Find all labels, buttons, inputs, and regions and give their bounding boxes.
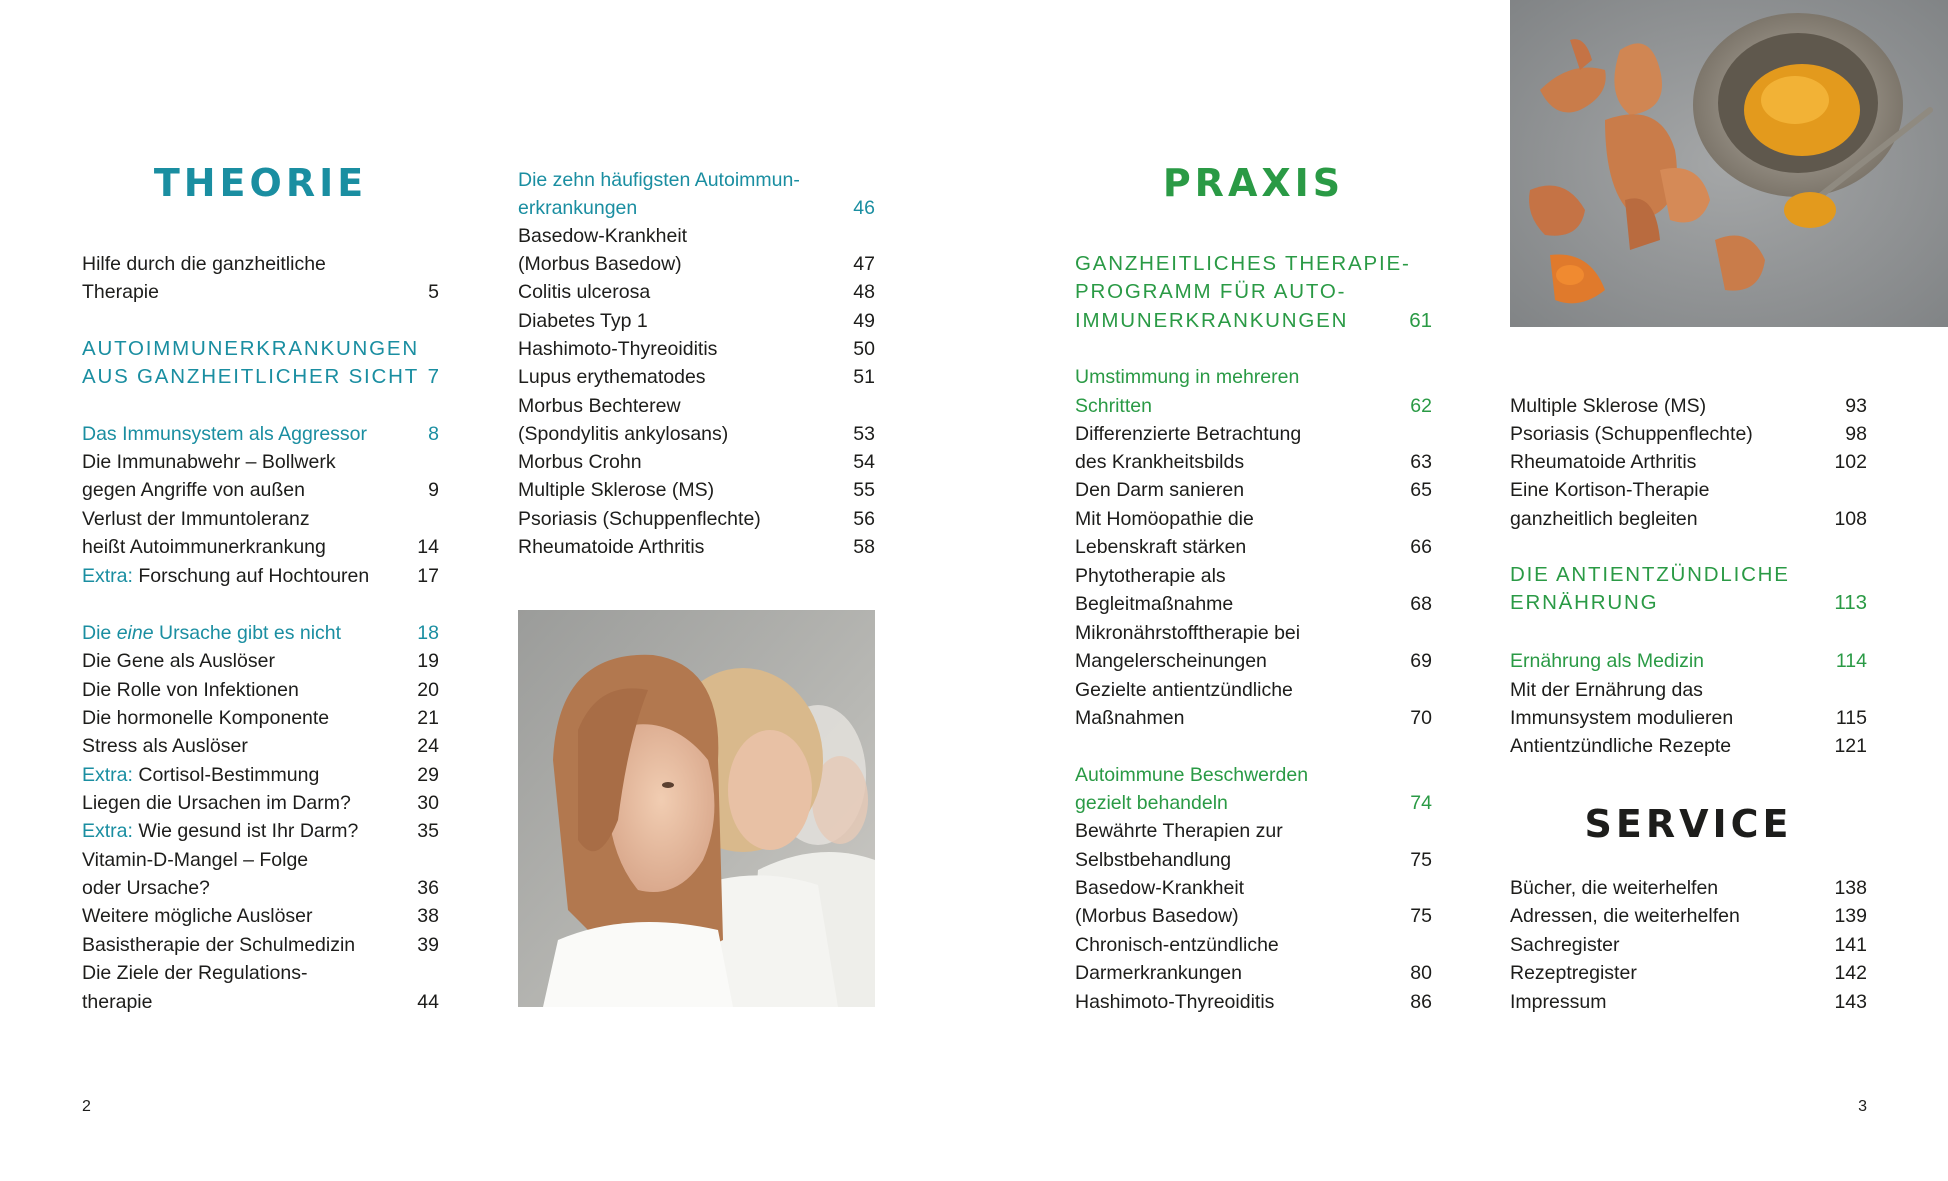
- page-number: 69: [1410, 650, 1432, 672]
- page-number: 48: [853, 281, 875, 303]
- section-heading-cont[interactable]: AUS GANZHEITLICHER SICHT 7: [82, 363, 439, 391]
- page-number: 113: [1834, 591, 1867, 614]
- praxis-heading: PRAXIS: [1162, 161, 1345, 205]
- chapter-title[interactable]: Umstimmung in mehreren: [1075, 366, 1300, 388]
- toc-entry[interactable]: Hashimoto-Thyreoiditis 86: [1075, 988, 1432, 1016]
- toc-entry-cont[interactable]: Lebenskraft stärken 66: [1075, 533, 1432, 561]
- section-heading[interactable]: AUTOIMMUNERKRANKUNGEN: [82, 337, 419, 360]
- page-number: 102: [1834, 451, 1867, 473]
- page-number: 38: [417, 905, 439, 927]
- toc-entry-cont[interactable]: oder Ursache? 36: [82, 874, 439, 902]
- page-number: 19: [417, 650, 439, 672]
- toc-entry-cont[interactable]: Selbstbehandlung 75: [1075, 846, 1432, 874]
- toc-entry[interactable]: Den Darm sanieren 65: [1075, 476, 1432, 504]
- chapter-title[interactable]: Ernährung als Medizin 114: [1510, 647, 1867, 675]
- extra-label: Extra:: [82, 820, 133, 842]
- page-number: 75: [1410, 905, 1432, 927]
- toc-entry[interactable]: Phytotherapie als: [1075, 565, 1226, 587]
- page-number: 61: [1409, 309, 1432, 332]
- page-number: 47: [853, 253, 875, 275]
- page-number: 14: [417, 536, 439, 558]
- toc-entry[interactable]: Hilfe durch die ganzheitliche: [82, 253, 326, 275]
- page-number: 20: [417, 679, 439, 701]
- toc-entry[interactable]: Multiple Sklerose (MS) 93: [1510, 392, 1867, 420]
- toc-entry[interactable]: Rheumatoide Arthritis 58: [518, 533, 875, 561]
- emphasis: eine: [116, 622, 154, 644]
- page-number: 46: [853, 197, 875, 219]
- women-profile-photo: [518, 610, 875, 1007]
- page-number: 68: [1410, 593, 1432, 615]
- toc-entry[interactable]: Die Immunabwehr – Bollwerk: [82, 451, 336, 473]
- chapter-title-cont[interactable]: Schritten 62: [1075, 392, 1432, 420]
- toc-entry[interactable]: Antientzündliche Rezepte 121: [1510, 732, 1867, 760]
- page-number: 75: [1410, 849, 1432, 871]
- toc-entry[interactable]: Mikronährstofftherapie bei: [1075, 622, 1301, 644]
- section-heading-cont[interactable]: PROGRAMM FÜR AUTO-: [1075, 280, 1347, 303]
- page-number: 143: [1834, 991, 1867, 1013]
- toc-entry[interactable]: Chronisch-entzündliche: [1075, 934, 1279, 956]
- toc-entry[interactable]: Psoriasis (Schuppenflechte) 56: [518, 505, 875, 533]
- toc-entry[interactable]: Weitere mögliche Auslöser 38: [82, 902, 439, 930]
- toc-entry[interactable]: Basistherapie der Schulmedizin 39: [82, 931, 439, 959]
- toc-entry[interactable]: Bewährte Therapien zur: [1075, 820, 1283, 842]
- toc-entry[interactable]: Impressum 143: [1510, 988, 1867, 1016]
- page-number: 30: [417, 792, 439, 814]
- page-number: 114: [1835, 650, 1867, 672]
- chapter-title[interactable]: Autoimmune Beschwerden: [1075, 764, 1309, 786]
- page-number: 18: [417, 622, 439, 644]
- page-number: 58: [853, 536, 875, 558]
- page-number: 142: [1834, 962, 1867, 984]
- toc-entry[interactable]: Vitamin-D-Mangel – Folge: [82, 849, 309, 871]
- toc-entry[interactable]: Bücher, die weiterhelfen 138: [1510, 874, 1867, 902]
- page-number: 63: [1410, 451, 1432, 473]
- toc-entry-cont[interactable]: gegen Angriffe von außen 9: [82, 476, 439, 504]
- page-number: 93: [1845, 395, 1867, 417]
- toc-entry[interactable]: Rezeptregister 142: [1510, 959, 1867, 987]
- page-number: 8: [428, 423, 439, 445]
- chapter-title[interactable]: Die eine Ursache gibt es nicht 18: [82, 619, 439, 647]
- women-profile-illustration: [518, 610, 875, 1007]
- toc-entry[interactable]: Lupus erythematodes 51: [518, 363, 875, 391]
- toc-entry[interactable]: Basedow-Krankheit: [518, 225, 688, 247]
- toc-entry[interactable]: Die Ziele der Regulations-: [82, 962, 308, 984]
- theorie-heading: THEORIE: [153, 161, 368, 205]
- page-number: 121: [1834, 735, 1867, 757]
- toc-entry-extra[interactable]: Extra: Cortisol-Bestimmung 29: [82, 761, 439, 789]
- toc-entry-cont[interactable]: (Spondylitis ankylosans) 53: [518, 420, 875, 448]
- page-number: 39: [417, 934, 439, 956]
- toc-entry[interactable]: Diabetes Typ 1 49: [518, 307, 875, 335]
- toc-entry-cont[interactable]: therapie 44: [82, 988, 439, 1016]
- toc-entry-cont[interactable]: Therapie 5: [82, 278, 439, 306]
- toc-entry-cont[interactable]: (Morbus Basedow) 75: [1075, 902, 1432, 930]
- section-heading[interactable]: GANZHEITLICHES THERAPIE-: [1075, 252, 1411, 275]
- chapter-title[interactable]: Die zehn häufigsten Autoimmun-: [518, 169, 800, 191]
- page-number: 86: [1410, 991, 1432, 1013]
- page-number: 51: [853, 366, 875, 388]
- toc-entry[interactable]: Sachregister 141: [1510, 931, 1867, 959]
- right-column: [1510, 0, 1867, 1030]
- page-number: 108: [1834, 508, 1867, 530]
- toc-entry-cont[interactable]: heißt Autoimmunerkrankung 14: [82, 533, 439, 561]
- page-number: 138: [1834, 877, 1867, 899]
- page-number: 29: [417, 764, 439, 786]
- page-number: 24: [417, 735, 439, 757]
- chapter-title[interactable]: Das Immunsystem als Aggressor 8: [82, 420, 439, 448]
- toc-entry[interactable]: Verlust der Immuntoleranz: [82, 508, 310, 530]
- page-number: 115: [1835, 707, 1867, 729]
- toc-entry-cont[interactable]: Mangelerscheinungen 69: [1075, 647, 1432, 675]
- theorie-column: [82, 0, 439, 1030]
- toc-entry-cont[interactable]: Begleitmaßnahme 68: [1075, 590, 1432, 618]
- toc-entry[interactable]: Mit Homöopathie die: [1075, 508, 1254, 530]
- page-number: 65: [1410, 479, 1432, 501]
- toc-entry[interactable]: Morbus Crohn 54: [518, 448, 875, 476]
- toc-entry[interactable]: Rheumatoide Arthritis 102: [1510, 448, 1867, 476]
- praxis-column: [1075, 0, 1432, 1030]
- page-number: 70: [1410, 707, 1432, 729]
- left-page-number: 2: [82, 1098, 91, 1115]
- right-page-number: 3: [1858, 1098, 1867, 1115]
- page-number: 7: [427, 365, 439, 388]
- page-number: 21: [417, 707, 439, 729]
- page-number: 9: [428, 479, 439, 501]
- toc-entry[interactable]: Hashimoto-Thyreoiditis 50: [518, 335, 875, 363]
- page-number: 5: [428, 281, 439, 303]
- toc-entry-cont[interactable]: ganzheitlich begleiten 108: [1510, 505, 1867, 533]
- toc-entry[interactable]: Eine Kortison-Therapie: [1510, 479, 1710, 501]
- extra-label: Extra:: [82, 764, 133, 786]
- toc-entry-cont[interactable]: des Krankheitsbilds 63: [1075, 448, 1432, 476]
- toc-entry-cont[interactable]: Darmerkrankungen 80: [1075, 959, 1432, 987]
- page-number: 17: [417, 565, 439, 587]
- page-number: 49: [853, 310, 875, 332]
- service-heading: SERVICE: [1584, 802, 1793, 846]
- toc-entry[interactable]: Adressen, die weiterhelfen 139: [1510, 902, 1867, 930]
- page-number: 139: [1834, 905, 1867, 927]
- page-number: 55: [853, 479, 875, 501]
- extra-label: Extra:: [82, 565, 133, 587]
- page-number: 141: [1834, 934, 1867, 956]
- toc-entry[interactable]: Stress als Auslöser 24: [82, 732, 439, 760]
- page-number: 56: [853, 508, 875, 530]
- page-number: 54: [853, 451, 875, 473]
- toc-entry[interactable]: Multiple Sklerose (MS) 55: [518, 476, 875, 504]
- toc-entry[interactable]: Psoriasis (Schuppenflechte) 98: [1510, 420, 1867, 448]
- toc-entry-cont[interactable]: Immunsystem modulieren 115: [1510, 704, 1867, 732]
- toc-entry[interactable]: Differenzierte Betrachtung: [1075, 423, 1302, 445]
- toc-entry[interactable]: Colitis ulcerosa 48: [518, 278, 875, 306]
- section-heading-cont[interactable]: IMMUNERKRANKUNGEN 61: [1075, 307, 1432, 335]
- page-number: 74: [1410, 792, 1432, 814]
- page-number: 62: [1410, 395, 1432, 417]
- chapter-title-cont[interactable]: gezielt behandeln 74: [1075, 789, 1432, 817]
- toc-entry[interactable]: Die Rolle von Infektionen 20: [82, 676, 439, 704]
- toc-entry[interactable]: Morbus Bechterew: [518, 395, 681, 417]
- page-number: 44: [417, 991, 439, 1013]
- toc-entry[interactable]: Liegen die Ursachen im Darm? 30: [82, 789, 439, 817]
- toc-entry-cont[interactable]: Maßnahmen 70: [1075, 704, 1432, 732]
- toc-entry[interactable]: Gezielte antientzündliche: [1075, 679, 1293, 701]
- page-number: 98: [1845, 423, 1867, 445]
- toc-entry[interactable]: Die hormonelle Komponente 21: [82, 704, 439, 732]
- section-heading[interactable]: DIE ANTIENTZÜNDLICHE: [1510, 563, 1790, 586]
- toc-entry-extra[interactable]: Extra: Forschung auf Hochtouren 17: [82, 562, 439, 590]
- chapter-title-cont[interactable]: erkrankungen 46: [518, 194, 875, 222]
- toc-entry[interactable]: Mit der Ernährung das: [1510, 679, 1703, 701]
- page-number: 80: [1410, 962, 1432, 984]
- page-number: 36: [417, 877, 439, 899]
- toc-entry-cont[interactable]: (Morbus Basedow) 47: [518, 250, 875, 278]
- section-heading-cont[interactable]: ERNÄHRUNG 113: [1510, 589, 1867, 617]
- page-number: 66: [1410, 536, 1432, 558]
- toc-entry[interactable]: Die Gene als Auslöser 19: [82, 647, 439, 675]
- page-number: 50: [853, 338, 875, 360]
- toc-entry-extra[interactable]: Extra: Wie gesund ist Ihr Darm? 35: [82, 817, 439, 845]
- toc-entry[interactable]: Basedow-Krankheit: [1075, 877, 1245, 899]
- page-number: 53: [853, 423, 875, 445]
- page-number: 35: [417, 820, 439, 842]
